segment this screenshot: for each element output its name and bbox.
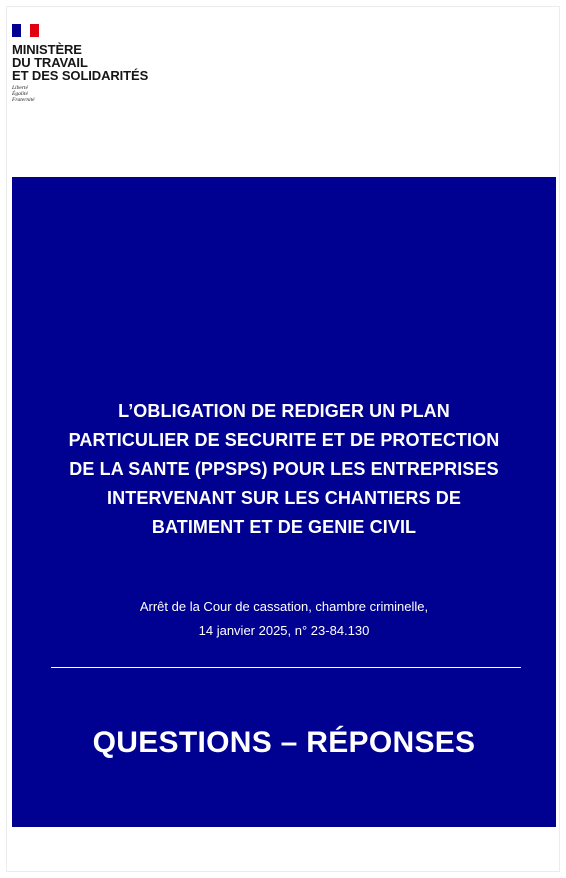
motto-line: Égalité bbox=[12, 91, 28, 97]
title-line: BATIMENT ET DE GENIE CIVIL bbox=[151, 517, 417, 537]
title-line: L’OBLIGATION DE REDIGER UN PLAN bbox=[118, 401, 450, 421]
title-line: INTERVENANT SUR LES CHANTIERS DE bbox=[107, 488, 461, 508]
divider-line bbox=[51, 667, 521, 668]
motto-line: Liberté bbox=[12, 85, 28, 91]
document-title bbox=[32, 397, 536, 542]
french-flag-icon bbox=[12, 24, 39, 37]
flag-stripe-blue bbox=[12, 24, 21, 37]
court-ruling-reference bbox=[32, 595, 536, 643]
ministry-logo bbox=[12, 24, 148, 103]
subtitle-line: Arrêt de la Cour de cassation, chambre criminelle, bbox=[139, 599, 429, 614]
title-line: DE LA SANTE (PPSPS) POUR LES ENTREPRISES bbox=[69, 459, 499, 479]
subtitle-line: 14 janvier 2025, n° 23-84.130 bbox=[198, 623, 370, 638]
section-heading: QUESTIONS – RÉPONSES bbox=[92, 726, 476, 759]
flag-stripe-red bbox=[30, 24, 39, 37]
ministry-line: ET DES SOLIDARITÉS bbox=[12, 68, 149, 83]
ministry-line: DU TRAVAIL bbox=[12, 55, 88, 70]
title-line: PARTICULIER DE SECURITE ET DE PROTECTION bbox=[68, 430, 500, 450]
republic-motto bbox=[12, 85, 148, 103]
ministry-line: MINISTÈRE bbox=[12, 42, 82, 57]
flag-stripe-white bbox=[21, 24, 30, 37]
ministry-name bbox=[12, 43, 148, 82]
cover-panel bbox=[12, 177, 556, 827]
motto-line: Fraternité bbox=[12, 97, 35, 103]
